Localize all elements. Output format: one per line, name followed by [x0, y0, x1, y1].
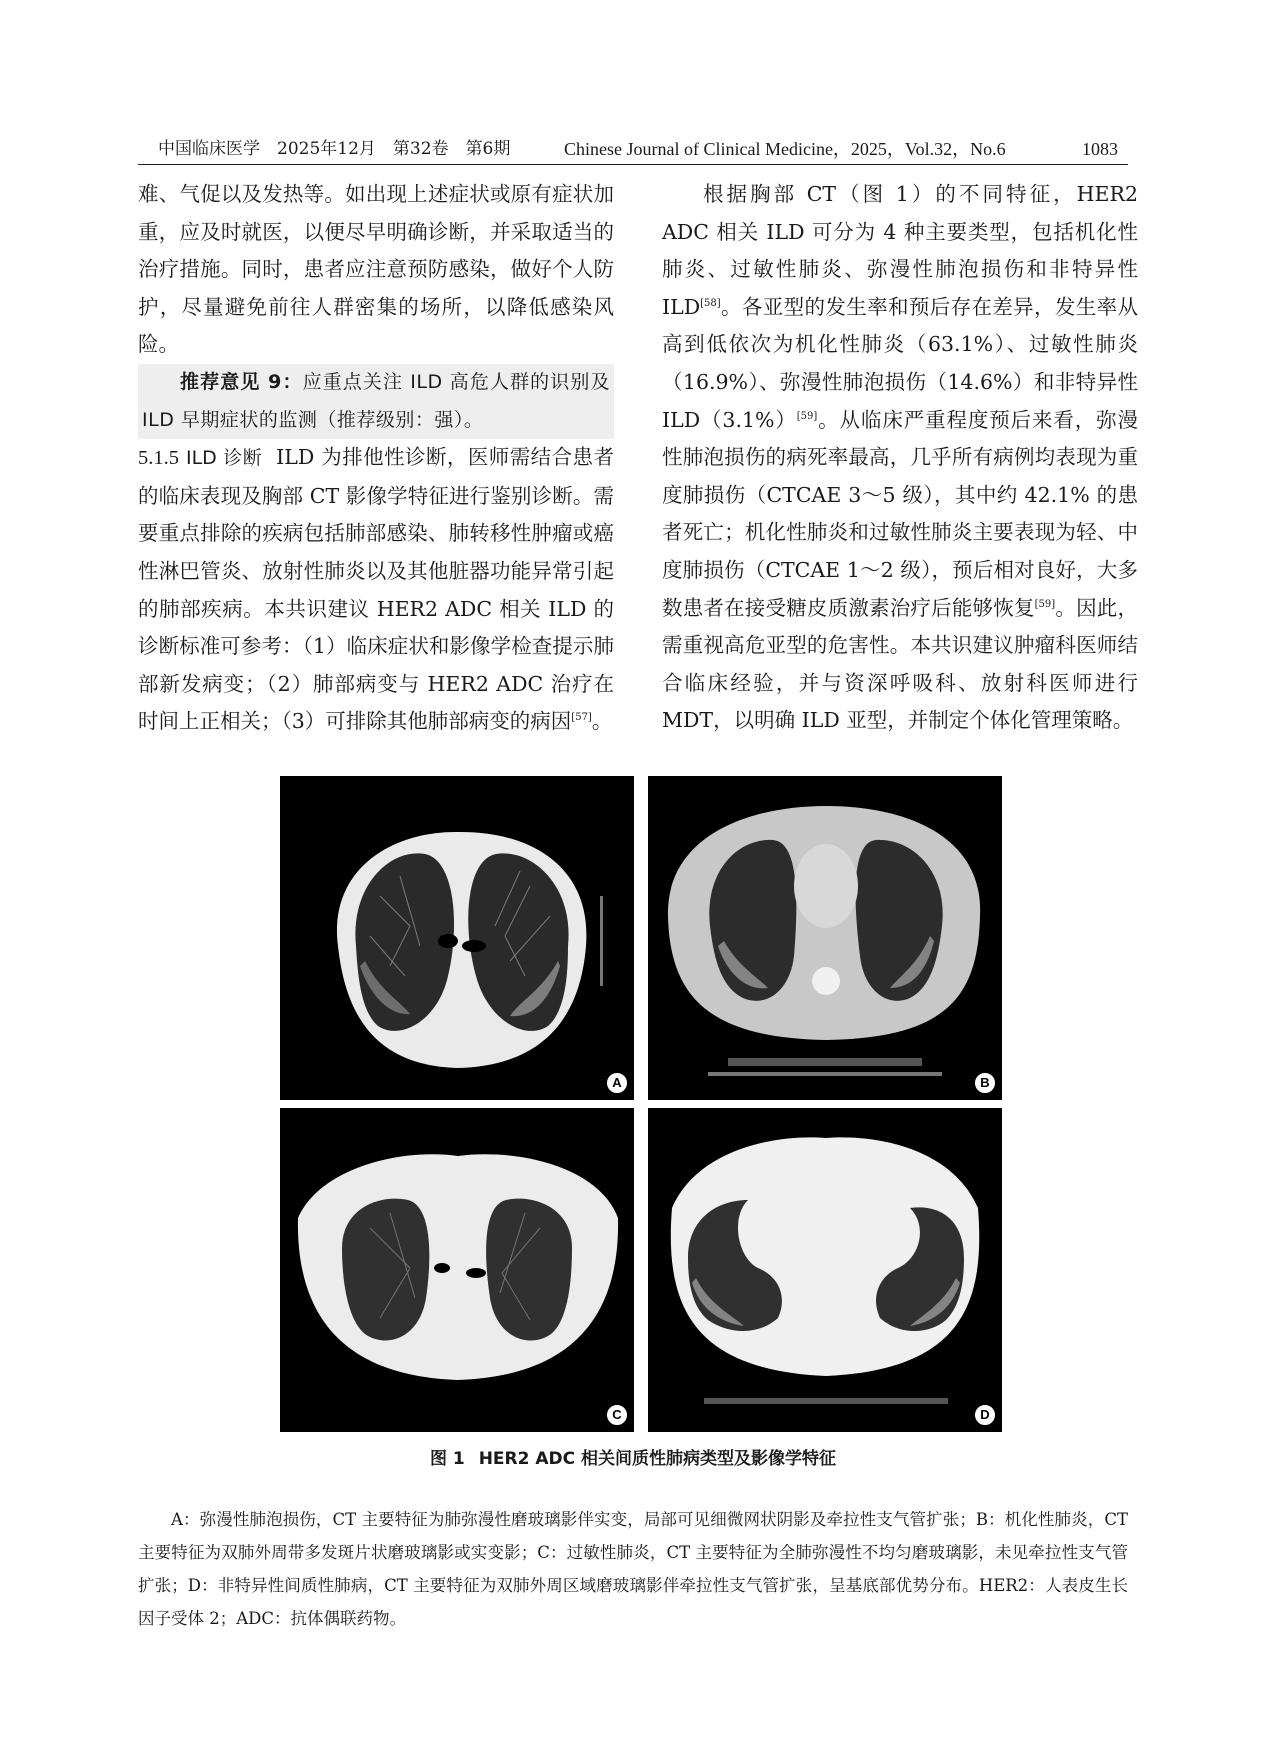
section-title: ILD 诊断 [185, 447, 263, 470]
panel-label-c: C [606, 1404, 628, 1426]
panel-label-a: A [606, 1072, 628, 1094]
figure-caption: A：弥漫性肺泡损伤，CT 主要特征为肺弥漫性磨玻璃影伴实变，局部可见细微网状阴影及牵拉性支气管扩张；B：机化性肺炎，CT 主要特征为双肺外周带多发斑片状磨玻璃影或实变影；C：过敏性肺炎，CT 主要特征为全肺弥漫性不均匀磨玻璃影，未见牵拉性支气管扩张；D：非特异性间质性肺病，CT 主要特征为双肺外周区域磨玻璃影伴牵拉性支气管扩张，呈基底部优势分布。HER2：人表皮生长因子受体 2；ADC：抗体偶联药物。 [138, 1509, 1128, 1628]
section-text: ILD 为排他性诊断，医师需结合患者的临床表现及胸部 CT 影像学特征进行鉴别诊断。需要重点排除的疾病包括肺部感染、肺转移性肿瘤或癌性淋巴管炎、放射性肺炎以及其他脏器功能异常引起的肺部疾病。本共识建议 HER2 ADC 相关 ILD 的诊断标准可参考：（1）临床症状和影像学检查提示肺部新发病变；（2）肺部病变与 HER2 ADC 治疗在时间上正相关；（3）可排除其他肺部病变的病因 [138, 445, 614, 734]
reference-59a: [59] [796, 410, 818, 422]
reference-57: [57] [571, 712, 592, 724]
header-journal-en: Chinese Journal of Clinical Medicine，2025，Vol.32，No.6 [564, 139, 1006, 159]
subtypes-text-1: 根据胸部 CT（图 1）的不同特征，HER2 ADC 相关 ILD 可分为 4 种主要类型，包括机化性肺炎、过敏性肺炎、弥漫性肺泡损伤和非特异性 ILD [662, 182, 1138, 319]
ct-image-b [648, 776, 1002, 1100]
figure-1 [280, 776, 1002, 1432]
subtypes-text-3: 。从临床严重程度预后来看，弥漫性肺泡损伤的病死率最高，几乎所有病例均表现为重度肺损伤（CTCAE 3～5 级），其中约 42.1% 的患者死亡；机化性肺炎和过敏性肺炎主要表现为轻、中度肺损伤（CTCAE 1～2 级），预后相对良好，大多数患者在接受糖皮质激素治疗后能够恢复 [662, 407, 1139, 620]
section-number: 5.1.5 [138, 447, 179, 470]
section-end: 。 [591, 709, 613, 734]
ct-panel-d [648, 1108, 1002, 1432]
page-number: 1083 [1082, 139, 1118, 159]
header-rule [138, 164, 1128, 165]
figure-number: 图 1 [429, 1449, 465, 1469]
recommendation-box [138, 364, 614, 439]
reference-58: [58] [700, 297, 721, 309]
subtypes-text-2: 。各亚型的发生率和预后存在差异，发生率从高到低依次为机化性肺炎（63.1%）、过敏性肺炎（16.9%）、弥漫性肺泡损伤（14.6%）和非特异性 ILD（3.1%） [662, 294, 1138, 432]
ct-panel-b [648, 776, 1002, 1100]
figure-title-text: HER2 ADC 相关间质性肺病类型及影像学特征 [478, 1449, 837, 1469]
reference-59b: [59] [1034, 598, 1056, 610]
header-journal-cn: 中国临床医学 2025年12月 第32卷 第6期 [158, 139, 511, 159]
left-column [138, 176, 614, 741]
recommendation-text: 应重点关注 ILD 高危人群的识别及 ILD 早期症状的监测（推荐级别：强）。 [142, 370, 610, 431]
right-column [662, 176, 1138, 740]
ct-image-c [280, 1108, 634, 1432]
panel-label-d: D [974, 1404, 996, 1426]
ct-panel-a [280, 776, 634, 1100]
subtypes-text-4: 。因此，需重视高危亚型的危害性。本共识建议肿瘤科医师结合临床经验，并与资深呼吸科、放射科医师进行 MDT，以明确 ILD 亚型，并制定个体化管理策略。 [662, 595, 1138, 733]
running-header [138, 136, 1128, 162]
paragraph-symptoms: 难、气促以及发热等。如出现上述症状或原有症状加重，应及时就医，以便尽早明确诊断，并采取适当的治疗措施。同时，患者应注意预防感染，做好个人防护，尽量避免前往人群密集的场所，以降低感染风险。 [138, 182, 614, 357]
figure-title [138, 1446, 1128, 1472]
ct-image-a [280, 776, 634, 1100]
ct-image-d [648, 1108, 1002, 1432]
section-ild-diagnosis [138, 439, 614, 741]
ct-panel-c [280, 1108, 634, 1432]
paragraph-ild-subtypes [662, 176, 1138, 740]
recommendation-label: 推荐意见 9： [180, 370, 303, 393]
panel-label-b: B [974, 1072, 996, 1094]
